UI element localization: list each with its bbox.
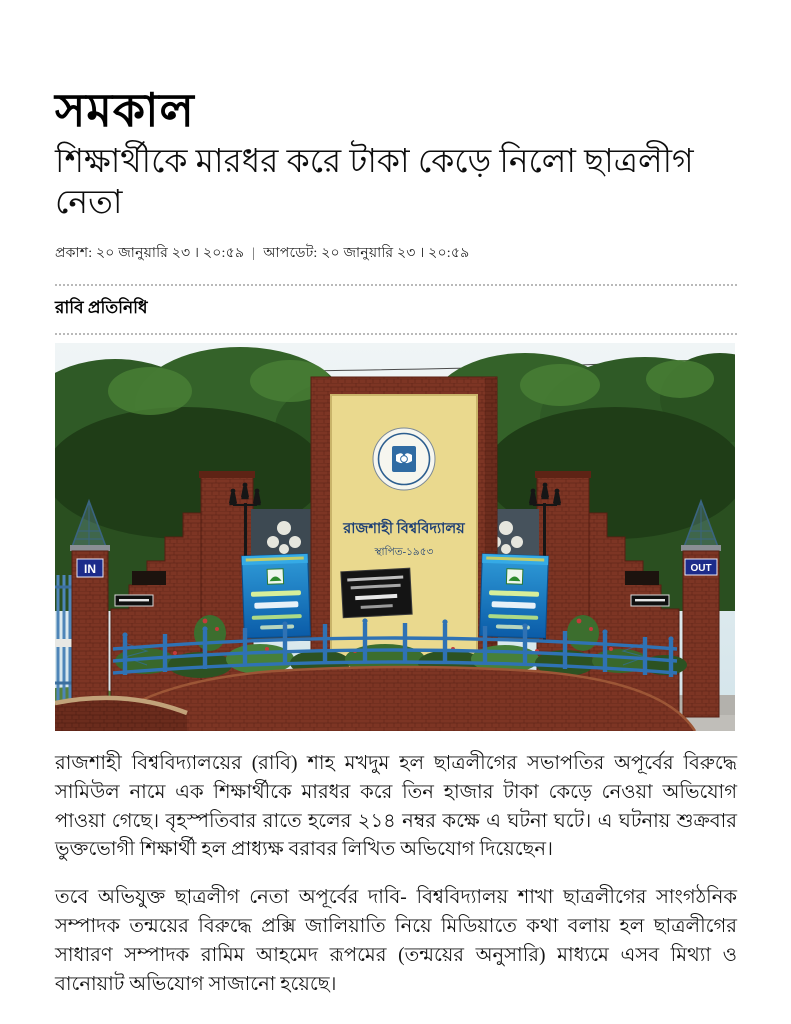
- updated-time: আপডেট: ২০ জানুয়ারি ২৩ । ২০:৫৯: [263, 245, 470, 261]
- left-wall-slot: [132, 571, 166, 585]
- left-wall-sign: [115, 595, 153, 606]
- published-time: প্রকাশ: ২০ জানুয়ারি ২৩ । ২০:৫৯: [55, 245, 245, 261]
- divider-bottom: [55, 333, 737, 335]
- monument-subtitle: স্থাপিত-১৯৫৩: [374, 546, 434, 558]
- right-wall-sign: [631, 595, 669, 606]
- gate-illustration: [55, 343, 735, 731]
- left-column-cap: [199, 471, 255, 478]
- article-header: [55, 0, 737, 265]
- samakal-logo[interactable]: সমকাল: [55, 85, 195, 136]
- right-wall-slot: [625, 571, 659, 585]
- right-column-cap: [535, 471, 591, 478]
- paragraph-1: রাজশাহী বিশ্ববিদ্যালয়ের (রাবি) শাহ মখদুম হল ছাত্রলীগের সভাপতির অপূর্বের বিরুদ্ধে সামিউল নামে এক শিক্ষার্থীকে মারধর করে তিন হাজার টাকা কেড়ে নেওয়া অভিযোগ পাওয়া গেছে। বৃহস্পতিবার রাতে হলের ২১৪ নম্বর কক্ষে এ ঘটনা ঘটে। এ ঘটনায় শুক্রবার ভুক্তভোগী শিক্ষার্থী হল প্রাধ্যক্ষ বরাবর লিখিত অভিযোগ দিয়েছেন।: [55, 752, 737, 861]
- left-banner: [242, 554, 311, 638]
- university-logo: [373, 428, 435, 490]
- article-photo: [55, 343, 735, 731]
- in-sign-label: IN: [84, 561, 96, 576]
- meta-separator: |: [252, 245, 256, 261]
- out-sign-label: OUT: [690, 562, 712, 574]
- article-body: [55, 750, 737, 1000]
- right-banner: [480, 554, 549, 638]
- article-meta: [55, 241, 737, 265]
- paragraph-2: তবে অভিযুক্ত ছাত্রলীগ নেতা অপূর্বের দাবি- বিশ্ববিদ্যালয় শাখা ছাত্রলীগের সাংগঠনিক সম্পাদক তন্ময়ের বিরুদ্ধে প্রক্সি জালিয়াতি নিয়ে মিডিয়াতে কথা বলায় হল ছাত্রলীগের সাধারণ সম্পাদক রামিম আহমেদ রূপমের (তন্ময়ের অনুসারি) মাধ্যমে এসব মিথ্যা ও বানোয়াট অভিযোগ সাজানো হয়েছে।: [55, 887, 737, 995]
- byline: রাবি প্রতিনিধি: [55, 297, 148, 317]
- monument-title: রাজশাহী বিশ্ববিদ্যালয়: [343, 520, 465, 537]
- article-headline: শিক্ষার্থীকে মারধর করে টাকা কেড়ে নিলো ছাত্রলীগ নেতা: [55, 144, 694, 221]
- black-banner: [341, 568, 412, 618]
- side-gate: [55, 575, 73, 705]
